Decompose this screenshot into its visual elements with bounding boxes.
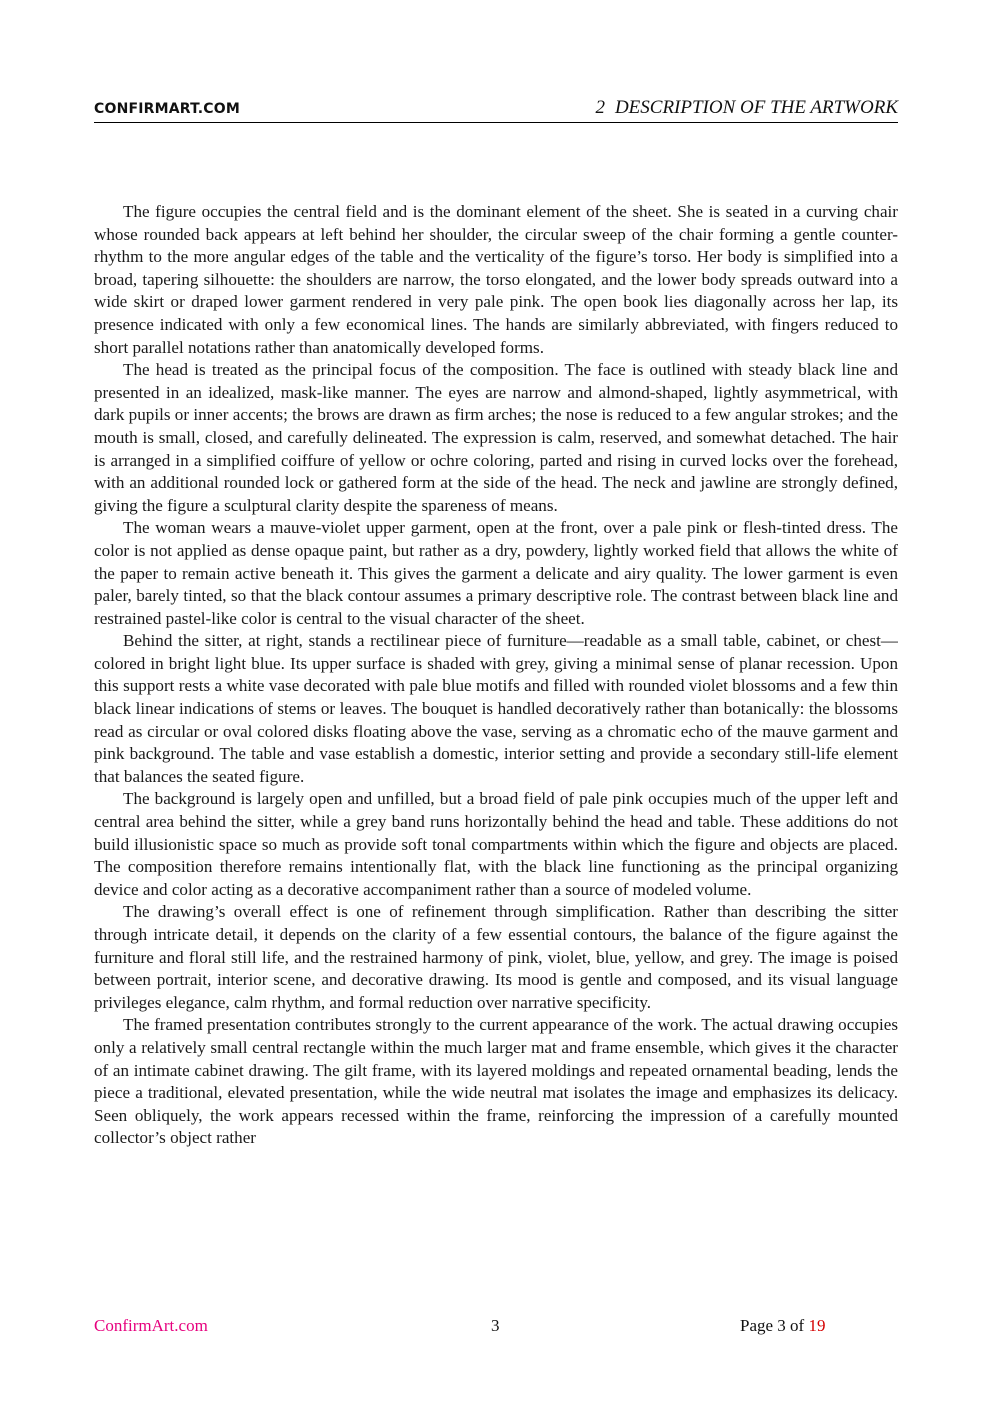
page-footer [94,1316,898,1340]
paragraph: The drawing’s overall effect is one of refinement through simplification. Rather than describing the sitter through intricate detail, it depends on the clarity of a few essential contours, the balance of the figure against the furniture and floral still life, and the restrained harmony of pink, violet, blue, yellow, and grey. The image is poised between portrait, interior scene, and decorative drawing. Its mood is gentle and composed, and its visual language privileges elegance, calm rhythm, and formal reduction over narrative specificity. [94,902,898,1012]
paragraph: Behind the sitter, at right, stands a rectilinear piece of furniture—readable as a small table, cabinet, or chest—colored in bright light blue. Its upper surface is shaded with grey, giving a minimal sense of planar recession. Upon this support rests a white vase decorated with pale blue motifs and filled with rounded violet blossoms and a few thin black linear indications of stems or leaves. The bouquet is handled decoratively rather than botanically: the blossoms read as circular or oval colored disks floating above the vase, serving as a chromatic echo of the mauve garment and pink background. The table and vase establish a domestic, interior setting and provide a secondary still-life element that balances the seated figure. [94,631,898,786]
footer-page-counter [740,1316,825,1336]
footer-page-number: 3 [491,1316,500,1335]
main-text [94,201,898,1284]
paragraph: The woman wears a mauve-violet upper garment, open at the front, over a pale pink or flesh-tinted dress. The color is not applied as dense opaque paint, but rather as a dry, powdery, lightly worked field that allows the white of the paper to remain active beneath it. This gives the garment a delicate and airy quality. The lower garment is even paler, barely tinted, so that the black contour assumes a primary descriptive role. The contrast between black line and restrained pastel-like color is central to the visual character of the sheet. [94,518,898,628]
paragraph: The figure occupies the central field and is the dominant element of the sheet. She is seated in a curving chair whose rounded back appears at left behind her shoulder, the circular sweep of the chair forming a gentle counter-rhythm to the more angular edges of the table and the verticality of the figure’s torso. Her body is simplified into a broad, tapering silhouette: the shoulders are narrow, the torso elongated, and the lower body spreads outward into a wide skirt or draped lower garment rendered in very pale pink. The open book lies diagonally across her lap, its presence indicated with only a few economical lines. The hands are similarly abbreviated, with fingers reduced to short parallel notations rather than anatomically developed forms. [94,202,898,357]
site-logo[interactable]: CONFIRMART.COM [94,101,241,117]
section-heading [595,97,898,119]
paragraph: The background is largely open and unfilled, but a broad field of pale pink occupies much of the upper left and central area behind the sitter, while a grey band runs horizontally behind the head and table. These additions do not build illusionistic space so much as provide soft tonal compartments within which the figure and objects are placed. The composition therefore remains intentionally flat, with the black line functioning as the principal organizing device and color acting as a decorative accompaniment rather than a source of modeled volume. [94,789,898,899]
paragraph: The head is treated as the principal focus of the composition. The face is outlined with steady black line and presented in an idealized, mask-like manner. The eyes are narrow and almond-shaped, lightly asymmetrical, with dark pupils or inner accents; the brows are drawn as firm arches; the nose is reduced to a few angular strokes; and the mouth is small, closed, and carefully delineated. The expression is calm, reserved, and somewhat detached. The hair is arranged in a simplified coiffure of yellow or ochre coloring, parted and rising in curved locks over the forehead, with an additional rounded lock or gathered form at the side of the head. The neck and jawline are strongly defined, giving the figure a sculptural clarity despite the spareness of means. [94,360,898,515]
section-number: 2 [595,97,605,118]
footer-page-total-link[interactable]: 19 [808,1316,826,1335]
footer-site-link[interactable]: ConfirmArt.com [94,1316,208,1335]
paragraph: The framed presentation contributes strongly to the current appearance of the work. The actual drawing occupies only a relatively small central rectangle within the much larger mat and frame ensemble, which gives it the character of an intimate cabinet drawing. The gilt frame, with its layered moldings and repeated ornamental beading, lends the piece a traditional, elevated presentation, while the wide neutral mat isolates the image and emphasizes its delicacy. Seen obliquely, the work appears recessed within the frame, reinforcing the impression of a carefully mounted collector’s object rather [94,1015,898,1148]
footer-page-prefix: Page 3 of [740,1316,805,1335]
running-header [94,96,898,123]
section-title-text: DESCRIPTION OF THE ARTWORK [614,97,898,118]
